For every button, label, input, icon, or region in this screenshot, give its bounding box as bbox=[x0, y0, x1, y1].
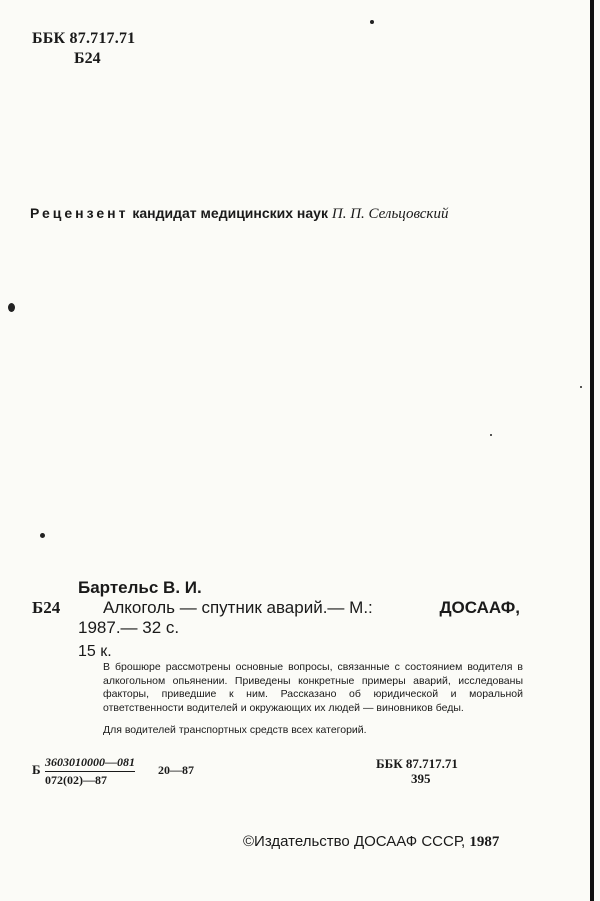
classification-fraction bbox=[45, 755, 135, 788]
catalog-publisher: ДОСААФ, bbox=[439, 598, 520, 617]
page-edge-shadow bbox=[590, 0, 594, 901]
scan-speck bbox=[8, 303, 15, 312]
classification-denominator: 072(02)—87 bbox=[45, 773, 107, 787]
catalog-title: Алкоголь — спутник аварий.— М.: bbox=[103, 598, 373, 617]
reviewer-prefix: Рецензент bbox=[30, 205, 129, 221]
catalog-code: Б24 bbox=[32, 598, 61, 617]
classification-bbk: ББК 87.717.71 bbox=[376, 756, 458, 771]
catalog-author: Бартельс В. И. bbox=[78, 578, 202, 597]
scan-speck bbox=[490, 434, 492, 436]
bbk-index: ББК 87.717.71 bbox=[32, 30, 136, 47]
catalog-title-line bbox=[103, 598, 520, 618]
author-code: Б24 bbox=[74, 50, 101, 67]
scan-speck bbox=[580, 386, 582, 388]
catalog-abstract: В брошюре рассмотрены основные вопросы, связанные с состоянием водителя в алкогольном опьянении. Приведены конкретные примеры аварий, исследованы факторы, приведшие к ним. Рассказано об юридической и моральной ответственности водителей и окружающих их людей — виновников беды. bbox=[103, 661, 523, 714]
reviewer-line bbox=[30, 205, 448, 223]
copyright-line bbox=[243, 833, 499, 851]
catalog-audience: Для водителей транспортных средств всех категорий. bbox=[103, 724, 367, 736]
classification-sub: 395 bbox=[411, 771, 431, 786]
reviewer-name: П. П. Сельцовский bbox=[331, 206, 449, 222]
catalog-price: 15 к. bbox=[78, 643, 112, 660]
copyright-text: ©Издательство ДОСААФ СССР, bbox=[243, 833, 466, 850]
copyright-year: 1987 bbox=[469, 834, 500, 850]
reviewer-title: кандидат медицинских наук bbox=[132, 205, 328, 221]
catalog-year-pages: 1987.— 32 с. bbox=[78, 618, 180, 637]
classification-numerator: 3603010000—081 bbox=[45, 755, 135, 772]
classification-letter: Б bbox=[32, 762, 41, 777]
classification-suffix: 20—87 bbox=[158, 763, 194, 777]
scan-speck bbox=[370, 20, 374, 24]
scan-speck bbox=[40, 533, 45, 538]
